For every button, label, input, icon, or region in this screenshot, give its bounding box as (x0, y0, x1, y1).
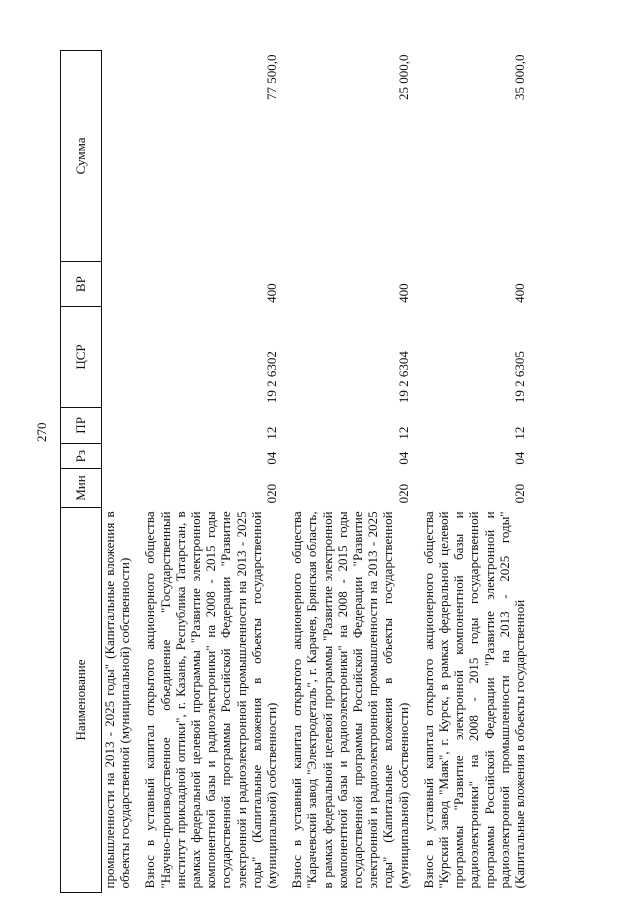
row-rz: 04 (395, 451, 411, 465)
budget-table (60, 50, 531, 893)
row-name: Взнос в уставный капитал открытого акционерного общества "Курский завод "Маяк", г. Курск, в рамках федеральной целевой программы "Развитие электронной компонентной базы и радиоэлектроники" на 2008 - 2015 годы государственной программы Российской Федерации "Развитие электронной и радиоэлектронной промышленности на 2013 - 2025 годы" (Капитальные вложения в объекты государственной (420, 511, 528, 889)
row-name: Взнос в уставный капитал открытого акционерного общества "Карачевский завод "Электродеталь", г. Карачев, Брянская область, в рамках федеральной целевой программы "Развитие электронной компонентной базы и радиоэлектроники" на 2008 - 2015 годы государственной программы Российской Федерации "Развитие электронной и радиоэлектронной промышленности на 2013 - 2025 годы" (Капитальные вложения в объекты государственной (муниципальной) собственности) (289, 511, 411, 889)
row-min: 020 (264, 483, 280, 504)
rotated-page (60, 50, 595, 893)
row-sum: 77 500,0 (264, 54, 280, 100)
header-sum: Сумма (61, 51, 102, 262)
row-csr: 19 2 6304 (395, 351, 411, 404)
row-min: 020 (395, 483, 411, 504)
row-sum: 35 000,0 (512, 54, 528, 100)
header-pr: ПР (61, 407, 102, 443)
table-row (136, 51, 283, 893)
row-csr: 19 2 6305 (512, 351, 528, 404)
row-pr: 12 (264, 426, 280, 440)
header-csr: ЦСР (61, 307, 102, 407)
row-pr: 12 (512, 426, 528, 440)
row-rz: 04 (264, 451, 280, 465)
row-rz: 04 (512, 451, 528, 465)
header-min: Мин (61, 469, 102, 508)
continuation-text: промышленности на 2013 - 2025 годы" (Капитальные вложения в объекты государственной (муниципальной) собственности) (102, 511, 133, 889)
row-vr: 400 (395, 283, 411, 303)
row-pr: 12 (395, 426, 411, 440)
page-number: 270 (34, 422, 49, 442)
row-csr: 19 2 6302 (264, 351, 280, 404)
header-name: Наименование (61, 507, 102, 892)
table-row (283, 51, 415, 893)
table-row (415, 51, 531, 893)
row-sum: 25 000,0 (395, 54, 411, 100)
table-header (61, 51, 102, 893)
header-rz: Рз (61, 444, 102, 469)
header-vr: ВР (61, 261, 102, 307)
row-name: Взнос в уставный капитал открытого акционерного общества "Научно-производственное объединение "Государственный институт прикладной оптики", г. Казань, Республика Татарстан, в рамках федеральной целевой программы "Развитие электронной компонентной базы и радиоэлектроники" на 2008 - 2015 годы государственной программы Российской Федерации "Развитие электронной и радиоэлектронной промышленности на 2013 - 2025 годы" (Капитальные вложения в объекты государственной (муниципальной) собственности) (142, 511, 280, 889)
row-vr: 400 (512, 283, 528, 303)
table-row (102, 51, 137, 893)
row-vr: 400 (264, 283, 280, 303)
row-min: 020 (512, 483, 528, 504)
